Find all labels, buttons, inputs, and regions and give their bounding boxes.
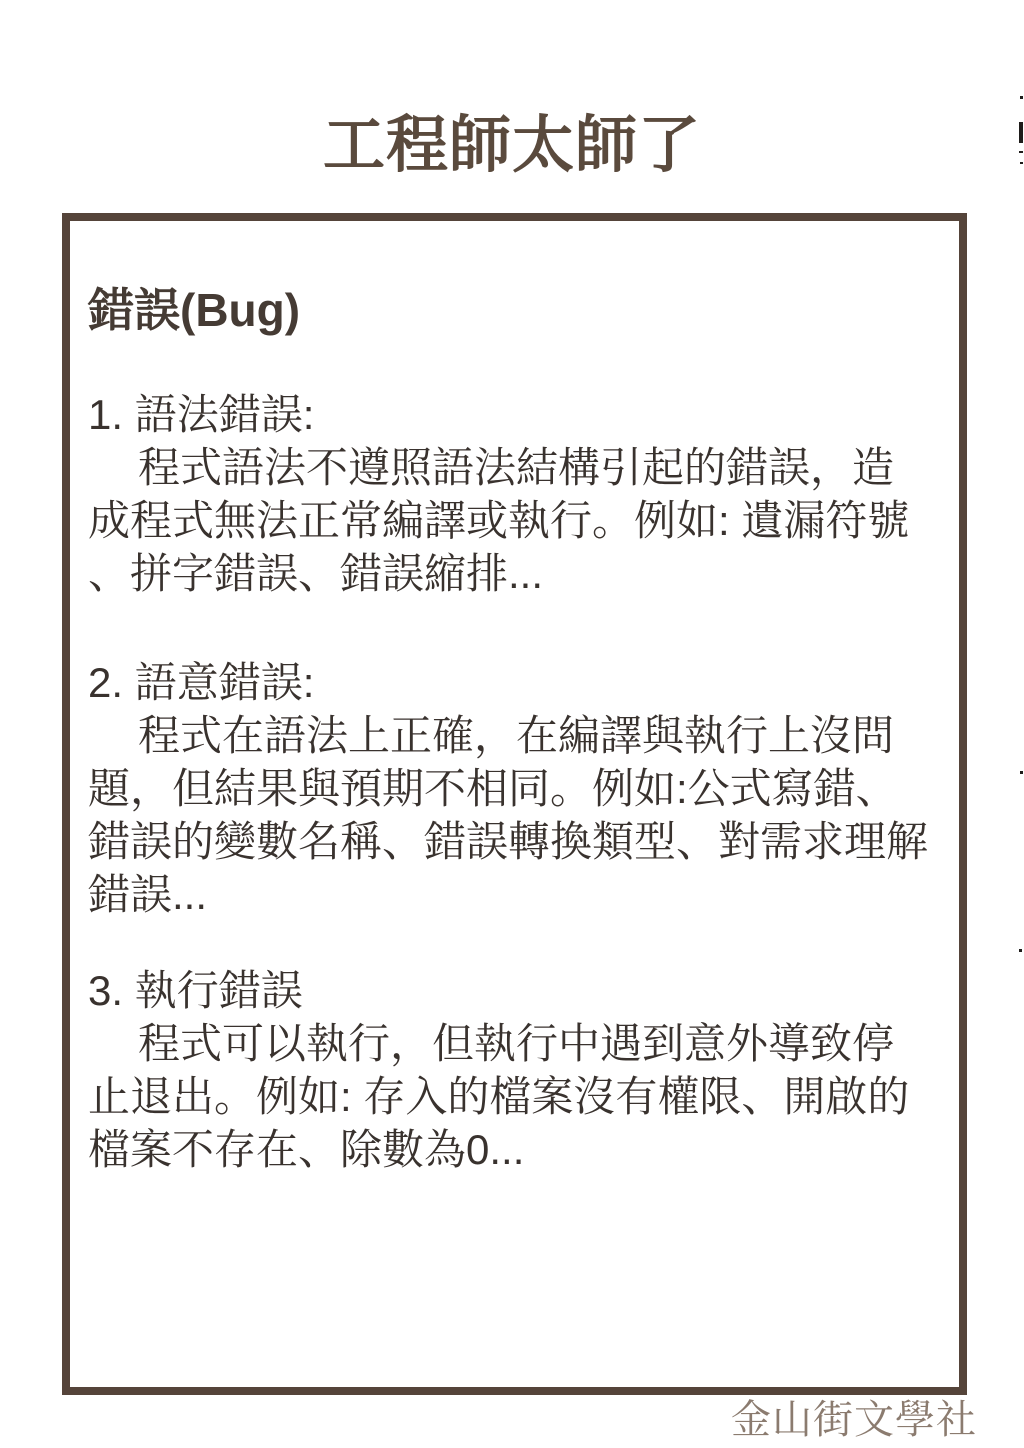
edge-artifact [1019,949,1022,952]
section-line: 題，但結果與預期不相同。例如:公式寫錯、 [88,765,898,812]
section-syntax-error [88,388,948,600]
section-line: 、拼字錯誤、錯誤縮排... [88,550,544,597]
edge-artifact [1020,162,1023,164]
section-semantic-error [88,656,948,921]
section-line: 程式可以執行，但執行中遇到意外導致停 [138,1020,895,1067]
section-line: 程式語法不遵照語法結構引起的錯誤，造 [138,444,895,491]
bug-heading: 錯誤(Bug) [88,284,301,336]
section-line: 止退出。例如: 存入的檔案沒有權限、開啟的 [88,1073,910,1120]
section-heading: 1. 語法錯誤: [88,391,315,438]
section-line: 錯誤的變數名稱、錯誤轉換類型、對需求理解 [88,818,929,865]
section-heading: 2. 語意錯誤: [88,659,315,706]
section-line: 程式在語法上正確，在編譯與執行上沒問 [138,712,895,759]
edge-artifact [1020,771,1023,774]
edge-artifact [1019,122,1023,143]
section-line: 成程式無法正常編譯或執行。例如: 遺漏符號 [88,497,910,544]
section-heading: 3. 執行錯誤 [88,967,303,1014]
section-runtime-error [88,964,948,1176]
page-title: 工程師太師了 [322,111,701,180]
edge-artifact [1020,96,1023,99]
section-line: 檔案不存在、除數為0... [88,1126,525,1173]
section-line: 錯誤... [88,871,208,918]
edge-artifact [1019,151,1023,153]
footer-credit: 金山街文學社 [731,1398,977,1442]
